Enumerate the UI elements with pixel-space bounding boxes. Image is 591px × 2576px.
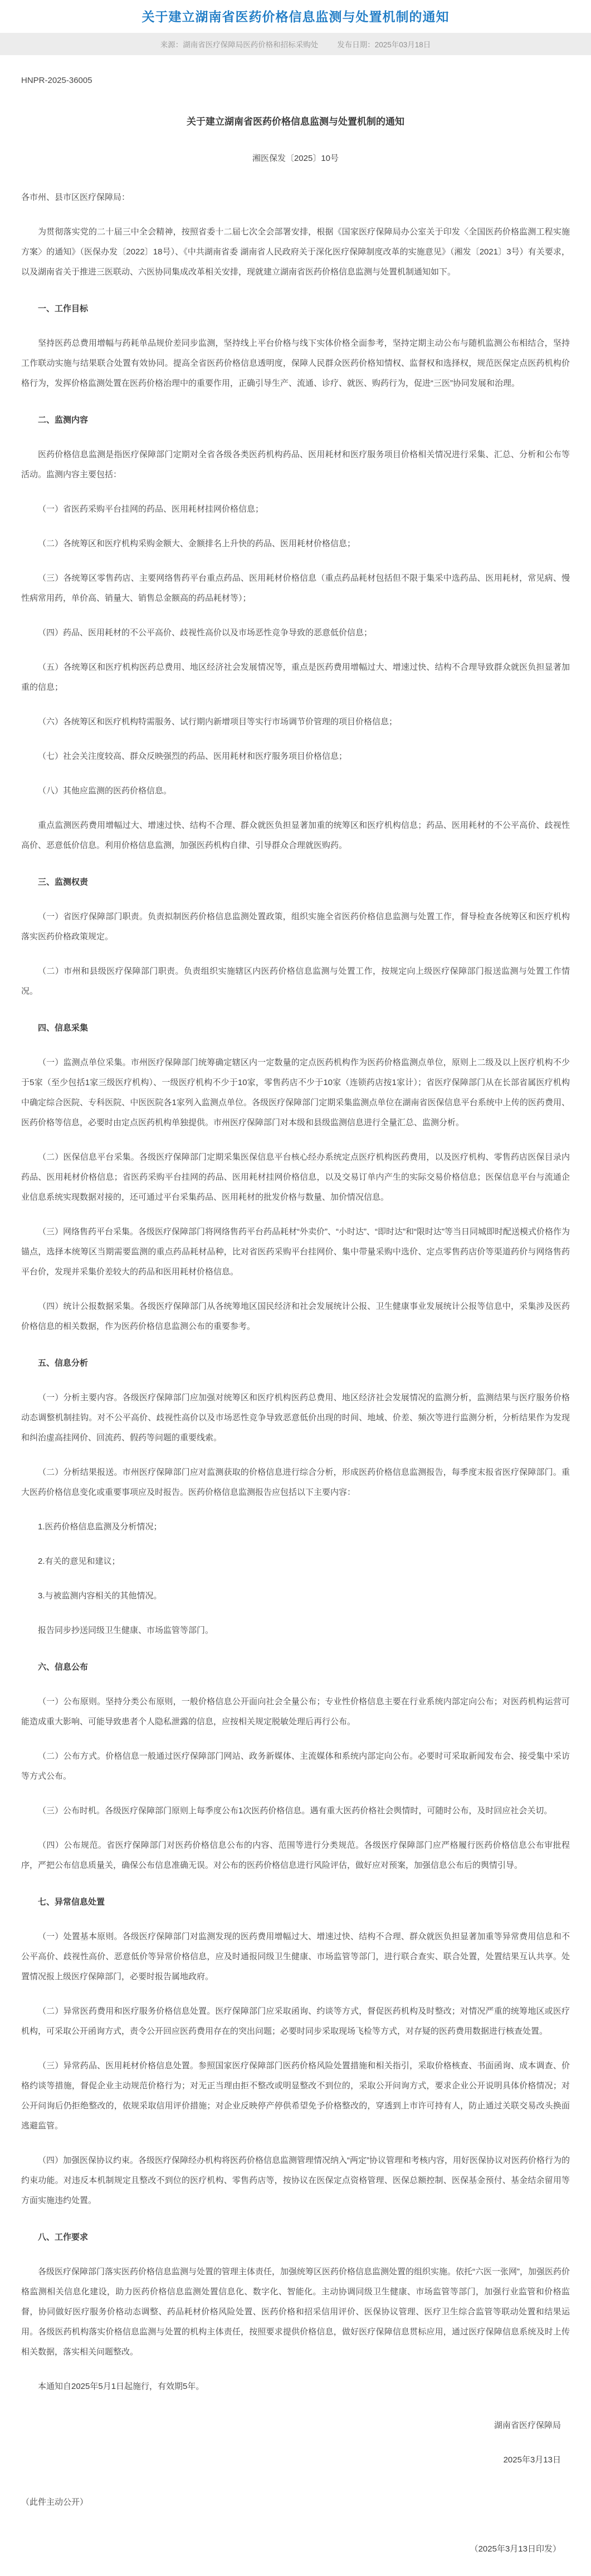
paragraph: （一）处置基本原则。各级医疗保障部门对监测发现的医药费用增幅过大、增速过快、结构不合理、群众就医负担显著加重等异常费用信息和不公平高价、歧视性高价、恶意低价等异常价格信息，应及时通报同级卫生健康、市场监管等部门，进行联合查实、联合处置，处置结果互认共享。处置情况报上级医疗保障部门，必要时报告属地政府。 — [21, 1932, 570, 1981]
paragraph: （一）分析主要内容。各级医疗保障部门应加强对统筹区和医疗机构医药总费用、地区经济社会发展情况的监测分析，监测结果与医疗服务价格动态调整机制挂钩。对不公平高价、歧视性高价以及市场恶性竞争导致恶意低价出现的时间、地域、价差、频次等进行监测分析，分析结果作为发现和纠治虚高挂网价、回流药、假药等问题的重要线索。 — [21, 1393, 570, 1442]
section-heading: 一、工作目标 — [38, 304, 89, 313]
paragraph: （四）统计公报数据采集。各级医疗保障部门从各统筹地区国民经济和社会发展统计公报、卫生健康事业发展统计公报等信息中，采集涉及医药价格信息的相关数据，作为医药价格信息监测公布的重要参考。 — [21, 1302, 570, 1331]
doc-title: 关于建立湖南省医药价格信息监测与处置机制的通知 — [187, 116, 404, 127]
paragraph: 为贯彻落实党的二十届三中全会精神，按照省委十二届七次全会部署安排，根据《国家医疗保障局办公室关于印发〈全国医药价格监测工程实施方案〉的通知》（医保办发〔2022〕18号）、《中共湖南省委 湖南省人民政府关于深化医疗保障制度改革的实施意见》（湘发〔2021〕3号）有关要求，以及湖南省关于推进三医联动、六医协同集成改革相关安排，现就建立湖南省医药价格信息监测与处置机制通知如下。 — [21, 227, 570, 277]
paragraph: 坚持医药总费用增幅与药耗单品规价差同步监测，坚持线上平台价格与线下实体价格全面参考，坚持定期主动公布与随机监测公布相结合，坚持工作联动实施与结果联合处置有效协同。提高全省医药价格信息透明度，保障人民群众医药价格知情权、监督权和选择权，规范医保定点医药机构价格行为，发挥价格监测处置在医药价格治理中的重要作用，正确引导生产、流通、诊疗、就医、购药行为，促进“三医”协同发展和治理。 — [21, 338, 570, 388]
section-heading: 三、监测权责 — [38, 877, 89, 887]
paragraph: （八）其他应监测的医药价格信息。 — [38, 786, 172, 796]
page-title: 关于建立湖南省医药价格信息监测与处置机制的通知 — [141, 9, 450, 24]
signature-date: 2025年3月13日 — [503, 2455, 561, 2465]
paragraph: 重点监测医药费用增幅过大、增速过快、结构不合理、群众就医负担显著加重的统筹区和医疗机构信息；药品、医用耗材的不公平高价、歧视性高价、恶意低价信息。利用价格信息监测，加强医药机构自律、引导群众合理就医购药。 — [21, 821, 570, 850]
source-text: 来源：湖南省医疗保障局医药价格和招标采购处 — [160, 41, 319, 49]
paragraph: （三）异常药品、医用耗材价格信息处置。参照国家医疗保障部门医药价格风险处置措施和相关指引，采取价格核查、书面函询、成本调查、价格约谈等措施，督促企业主动规范价格行为；对无正当理由拒不整改或明显整改不到位的，采取公开问询方式，要求企业公开说明具体价格情况；对公开问询后仍拒绝整改的，依规采取信用评价措施；对企业反映停产停供希望免予价格整改的，穿透到上市许可持有人，防止通过关联交易改头换面逃避监管。 — [21, 2061, 570, 2131]
paragraph: （二）异常医药费用和医疗服务价格信息处置。医疗保障部门应采取函询、约谈等方式，督促医药机构及时整改；对情况严重的统筹地区或医疗机构，可采取公开函询方式，责令公开回应医药费用存在的突出问题；必要时同步采取现场飞检等方式，对存疑的医药费用数据进行核查处置。 — [21, 2006, 570, 2036]
paragraph: （六）各统筹区和医疗机构特需服务、试行期内新增项目等实行市场调节价管理的项目价格信息； — [38, 717, 398, 727]
paragraph: 报告同步抄送同级卫生健康、市场监管等部门。 — [38, 1626, 214, 1635]
paragraph: （二）分析结果报送。市州医疗保障部门应对监测获取的价格信息进行综合分析，形成医药价格信息监测报告，每季度末报省医疗保障部门。重大医药价格信息变化或重要事项应及时报告。医药价格信息监测报告应包括以下主要内容： — [21, 1468, 570, 1497]
doc-code: HNPR-2025-36005 — [21, 76, 92, 85]
paragraph: （二）医保信息平台采集。各级医疗保障部门定期采集医保信息平台核心经办系统定点医疗机构医药费用，以及医疗机构、零售药店医保目录内药品、医用耗材价格信息；省医药采购平台挂网的药品、医用耗材挂网价格信息，以及交易订单内产生的实际交易价格信息；医保信息平台与流通企业信息系统实现数据对接的，还可通过平台采集药品、医用耗材的批发价格与数量、加价情况信息。 — [21, 1152, 570, 1202]
section-heading: 四、信息采集 — [38, 1023, 89, 1033]
paragraph: 3.与被监测内容相关的其他情况。 — [38, 1591, 162, 1601]
paragraph: （三）网络售药平台采集。各级医疗保障部门将网络售药平台药品耗材“外卖价”、“小时达”、“即时达”和“限时达”等当日同城即时配送模式价格作为锚点，选择本统筹区当期需要监测的重点药品耗材品种，比对省医药采购平台挂网价、集中带量采购中选价、定点零售药店价等渠道药价与网络售药平台价，发现并采集价差较大的药品和医用耗材价格信息。 — [21, 1227, 570, 1277]
document-body — [21, 222, 570, 2397]
paragraph: （四）公布规范。省医疗保障部门对医药价格信息公布的内容、范围等进行分类规范。各级医疗保障部门应严格履行医药价格信息公布审批程序，严把公布信息质量关，确保公布信息准确无误。对公布的医药价格信息进行风险评估，做好应对预案，加强信息公布后的舆情引导。 — [21, 1841, 570, 1870]
meta-bar — [0, 33, 591, 55]
paragraph: 本通知自2025年5月1日起施行，有效期5年。 — [38, 2382, 204, 2391]
paragraph: 1.医药价格信息监测及分析情况； — [38, 1522, 162, 1532]
paragraph: 2.有关的意见和建议； — [38, 1557, 120, 1566]
paragraph: （二）各统筹区和医疗机构采购金额大、金额排名上升快的药品、医用耗材价格信息； — [38, 539, 356, 548]
paragraph: （一）省医疗保障部门职责。负责拟制医药价格信息监测处置政策，组织实施全省医药价格信息监测与处置工作，督导检查各统筹区和医疗机构落实医药价格政策规定。 — [21, 912, 570, 941]
publish-date-text: 发布日期：2025年03月18日 — [337, 41, 431, 49]
section-heading: 七、异常信息处置 — [38, 1897, 105, 1907]
paragraph: （二）公布方式。价格信息一般通过医疗保障部门网站、政务新媒体、主流媒体和系统内部定向公布。必要时可采取新闻发布会、接受集中采访等方式公布。 — [21, 1751, 570, 1781]
paragraph: （四）药品、医用耗材的不公平高价、歧视性高价以及市场恶性竞争导致的恶意低价信息； — [38, 628, 373, 637]
paragraph: （三）公布时机。各级医疗保障部门原则上每季度公布1次医药价格信息。遇有重大医药价格社会舆情时，可随时公布，及时回应社会关切。 — [38, 1806, 553, 1816]
publicity-note: （此件主动公开） — [21, 2498, 89, 2507]
paragraph: （一）公布原则。坚持分类公布原则，一般价格信息公开面向社会全量公布；专业性价格信息主要在行业系统内部定向公布；对医药机构运营可能造成重大影响、可能导致患者个人隐私泄露的信息，应按相关规定脱敏处理后再行公布。 — [21, 1697, 570, 1726]
paragraph: （七）社会关注度较高、群众反映强烈的药品、医用耗材和医疗服务项目价格信息； — [38, 752, 348, 761]
paragraph: 各级医疗保障部门落实医药价格信息监测与处置的管理主体责任，加强统筹区医药价格信息监测处置的组织实施。依托“六医一张网”，加强医药价格监测相关信息化建设，助力医药价格信息监测处置信息化、数字化、智能化。主动协调同级卫生健康、市场监管等部门，加强行业监管和价格监督，协同做好医疗服务价格动态调整、药品耗材价格风险处置、医药价格和招采信用评价、医保协议管理、医疗卫生综合监管等联动处置和结果运用。各级医药机构落实价格信息监测与处置的机构主体责任，按照要求提供价格信息，做好医疗保障信息贯标应用，通过医疗保障信息系统及时上传相关数据，落实相关问题整改。 — [21, 2267, 570, 2357]
section-heading: 二、监测内容 — [38, 415, 89, 425]
section-heading: 八、工作要求 — [38, 2232, 89, 2242]
signature-agency: 湖南省医疗保障局 — [494, 2421, 561, 2430]
document-content — [0, 55, 591, 2576]
paragraph: （一）监测点单位采集。市州医疗保障部门统筹确定辖区内一定数量的定点医药机构作为医药价格监测点单位，原则上二级及以上医疗机构不少于5家（至少包括1家三级医疗机构）、一级医疗机构不少于10家，零售药店不少于10家（连锁药店按1家计）；省医疗保障部门从在长部省属医疗机构中确定综合医院、专科医院、中医医院各1家列入监测点单位。各级医疗保障部门定期采集监测点单位在湖南省医保信息平台系统中上传的医药费用、医药价格等信息，必要时由定点医药机构单独提供。市州医疗保障部门对本级和县级监测信息进行全量汇总、监测分析。 — [21, 1058, 570, 1127]
section-heading: 六、信息公布 — [38, 1662, 89, 1672]
paragraph: （三）各统筹区零售药店、主要网络售药平台重点药品、医用耗材价格信息（重点药品耗材包括但不限于集采中选药品、医用耗材，常见病、慢性病常用药，单价高、销量大、销售总金额高的药品耗材等）； — [21, 573, 570, 603]
salutation: 各市州、县市区医疗保障局： — [21, 193, 130, 202]
paragraph: （一）省医药采购平台挂网的药品、医用耗材挂网价格信息； — [38, 504, 264, 514]
paragraph: （二）市州和县级医疗保障部门职责。负责组织实施辖区内医药价格信息监测与处置工作，按规定向上级医疗保障部门报送监测与处置工作情况。 — [21, 966, 570, 996]
doc-number: 湘医保发〔2025〕10号 — [252, 154, 339, 163]
print-note: （2025年3月13日印发） — [470, 2544, 561, 2554]
paragraph: 医药价格信息监测是指医疗保障部门定期对全省各级各类医药机构药品、医用耗材和医疗服务项目价格相关情况进行采集、汇总、分析和公布等活动。监测内容主要包括： — [21, 450, 570, 479]
paragraph: （五）各统筹区和医疗机构医药总费用、地区经济社会发展情况等，重点是医药费用增幅过大、增速过快、结构不合理导致群众就医负担显著加重的信息； — [21, 663, 570, 692]
signature-block — [21, 2416, 570, 2559]
section-heading: 五、信息分析 — [38, 1358, 89, 1368]
paragraph: （四）加强医保协议约束。各级医疗保障经办机构将医药价格信息监测管理情况纳入“两定”协议管理和考核内容，用好医保协议对医药价格行为的约束功能。对违反本机制规定且整改不到位的医疗机构、零售药店等，按协议在医保定点资格管理、医保总额控制、医保基金预付、基金结余留用等方面实施违约处置。 — [21, 2156, 570, 2205]
